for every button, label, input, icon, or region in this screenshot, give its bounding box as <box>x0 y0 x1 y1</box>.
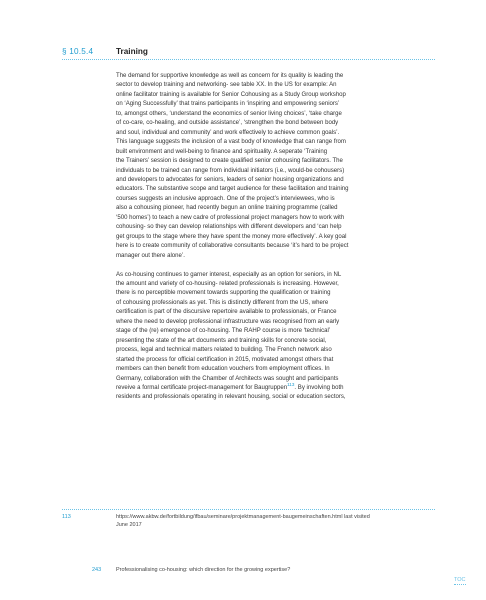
section-number: § 10.5.4 <box>62 47 94 56</box>
text-line: residents and professionals operating in relevant housing, social or education sectors, <box>116 394 346 401</box>
text-line: to, amongst others, ‘understand the economics of senior living choices’, ‘take charge <box>116 110 342 117</box>
text-line: presenting the state of the art documents and training skills for concrete social, <box>116 337 327 344</box>
footnote-text <box>116 513 436 529</box>
text-line: and developers to advocates for seniors, leaders of senior housing organizations and <box>116 176 344 183</box>
heading-divider <box>62 59 435 60</box>
text-line: members can then benefit from education vouchers from employment offices. In <box>116 366 330 373</box>
text-line-start: reveive a formal certificate project-management for Baugruppen <box>116 385 288 391</box>
text-line: certification is part of the discursive repertoire available to professionals, or France <box>116 309 337 316</box>
text-line: and soul, individual and community’ and work effectively to achieve common goals’. <box>116 129 340 136</box>
text-line: built environment and well-being to finance and spirituality. A seperate ‘Training <box>116 148 328 155</box>
paragraph-1 <box>116 72 434 261</box>
text-line: of cohousing professionals as yet. This is distinctly different from the US, where <box>116 299 329 306</box>
text-line: educators. The substantive scope and target audience for these facilitation and training <box>116 186 349 193</box>
text-line: also a cohousing pioneer, had recently begun an online training programme (called <box>116 205 338 212</box>
text-line-end: . By involving both <box>294 385 344 391</box>
text-line: process, legal and technical matters related to building. The French network also <box>116 347 332 354</box>
footnote-number: 113 <box>62 514 71 520</box>
text-line: online facilitator training is available for Senior Cohousing as a Study Group workshop <box>116 91 346 98</box>
text-line <box>116 381 434 393</box>
text-line: the Trainers’ session is designed to create qualified senior cohousing facilitators. The <box>116 158 343 165</box>
body-text <box>116 72 434 403</box>
text-line: sector to develop training and networking- see table XX. In the US for example: An <box>116 82 337 89</box>
footnote-reference-link[interactable]: 113 <box>287 381 295 387</box>
paragraph-2 <box>116 271 434 403</box>
running-title: Professionalising co-housing: which direction for the growing expertise? <box>116 567 291 573</box>
page-number: 243 <box>92 567 102 573</box>
text-line: cohousing- so they can develop relationships with different developers and ‘can help <box>116 224 342 231</box>
section-title: Training <box>116 47 148 56</box>
footnote-line: June 2017 <box>116 522 142 528</box>
footnote-url-link[interactable]: https://www.akbw.de/fortbildung/ifbau/seminare/projektmanagement-baugemeinschaften.html last visited <box>116 514 370 520</box>
text-line: individuals to be trained can range from individual initiators (i.e., would-be cohousers) <box>116 167 345 174</box>
text-line: the amount and variety of co-housing- related professionals is increasing. However, <box>116 281 339 288</box>
text-line: of co-care, co-healing, and outside assistance’, ‘strengthen the bond between body <box>116 120 339 127</box>
text-line: stage of the (re) emergence of co-housing. The RAHP course is more ‘technical’ <box>116 328 331 335</box>
toc-link[interactable]: TOC <box>454 577 466 583</box>
text-line: manager out there alone’. <box>116 252 185 259</box>
text-line: get groups to the stage where they have spent the money more effectively’. A key goal <box>116 233 347 240</box>
text-line: This language suggests the inclusion of a vast body of knowledge that can range from <box>116 139 346 146</box>
text-line: started the process for official certification in 2015, motivated amongst others that <box>116 356 334 363</box>
text-line: Germany, collaboration with the Chamber of Architects was sought and participants <box>116 375 339 382</box>
text-line: there is no perceptible movement towards supporting the qualification or training <box>116 290 331 297</box>
footnote-divider <box>62 509 435 510</box>
text-line: where the need to develop professional infrastructure was recognised from an early <box>116 318 340 325</box>
text-line: on ‘Aging Successfully’ that trains participants in ‘inspiring and empowering seniors’ <box>116 101 340 108</box>
text-line: here is to create community of collaborative consultants because ‘it’s hard to be project <box>116 243 349 250</box>
text-line: courses suggests an inclusive approach. One of the project’s interviewees, who is <box>116 195 335 202</box>
text-line: The demand for supportive knowledge as well as concern for its quality is leading the <box>116 73 344 79</box>
section-heading <box>62 47 435 61</box>
text-line: As co-housing continues to garner interest, especially as an option for seniors, in NL <box>116 271 342 278</box>
text-line: ‘500 homes’) to teach a new cadre of professional project managers how to work with <box>116 214 345 221</box>
